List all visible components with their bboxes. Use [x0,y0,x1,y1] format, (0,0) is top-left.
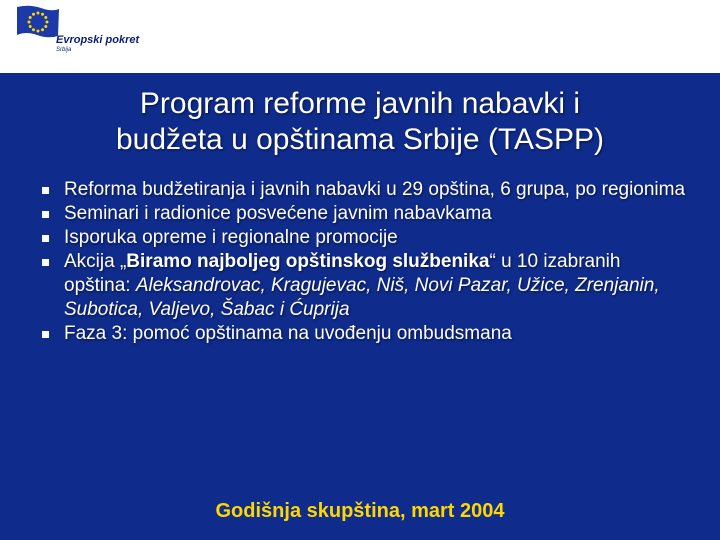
square-bullet-icon [42,331,49,338]
bullet-text-bold: Biramo najboljeg opštinskog službenika [126,251,490,272]
bullet-item [38,178,688,202]
bullet-item [38,226,688,250]
square-bullet-icon [42,259,49,266]
header-band [0,0,720,73]
square-bullet-icon [42,211,49,218]
bullet-item [38,322,688,346]
bullet-text: Faza 3: pomoć opštinama na uvođenju ombudsmana [64,323,512,344]
slide-title [30,86,690,158]
square-bullet-icon [42,187,49,194]
slide-title-line-1: Program reforme javnih nabavki i [139,87,581,120]
logo [14,4,174,64]
logo-subtitle: Srbija [56,47,72,53]
bullet-item [38,250,688,322]
footer-text: Godišnja skupština, mart 2004 [215,500,505,522]
bullet-text: Isporuka opreme i regionalne promocije [64,227,398,248]
bullet-text-prefix: Akcija „ [64,251,127,272]
bullet-item [38,202,688,226]
bullet-text: Seminari i radionice posvećene javnim nabavkama [64,203,492,224]
logo-name: Evropski pokret [56,34,140,46]
bullet-text-mid: “ u 10 izabranih opština: [64,251,621,296]
square-bullet-icon [42,235,49,242]
bullet-text: Reforma budžetiranja i javnih nabavki u 29 opština, 6 grupa, po regionima [64,179,686,200]
bullet-text-cities: Aleksandrovac, Kragujevac, Niš, Novi Pazar, Užice, Zrenjanin, Subotica, Valjevo, Šabac i Ćuprija [64,275,660,320]
slide-title-line-2: budžeta u opštinama Srbije (TASPP) [115,123,604,156]
eu-flag-icon [14,4,61,40]
bullet-list [38,178,688,346]
